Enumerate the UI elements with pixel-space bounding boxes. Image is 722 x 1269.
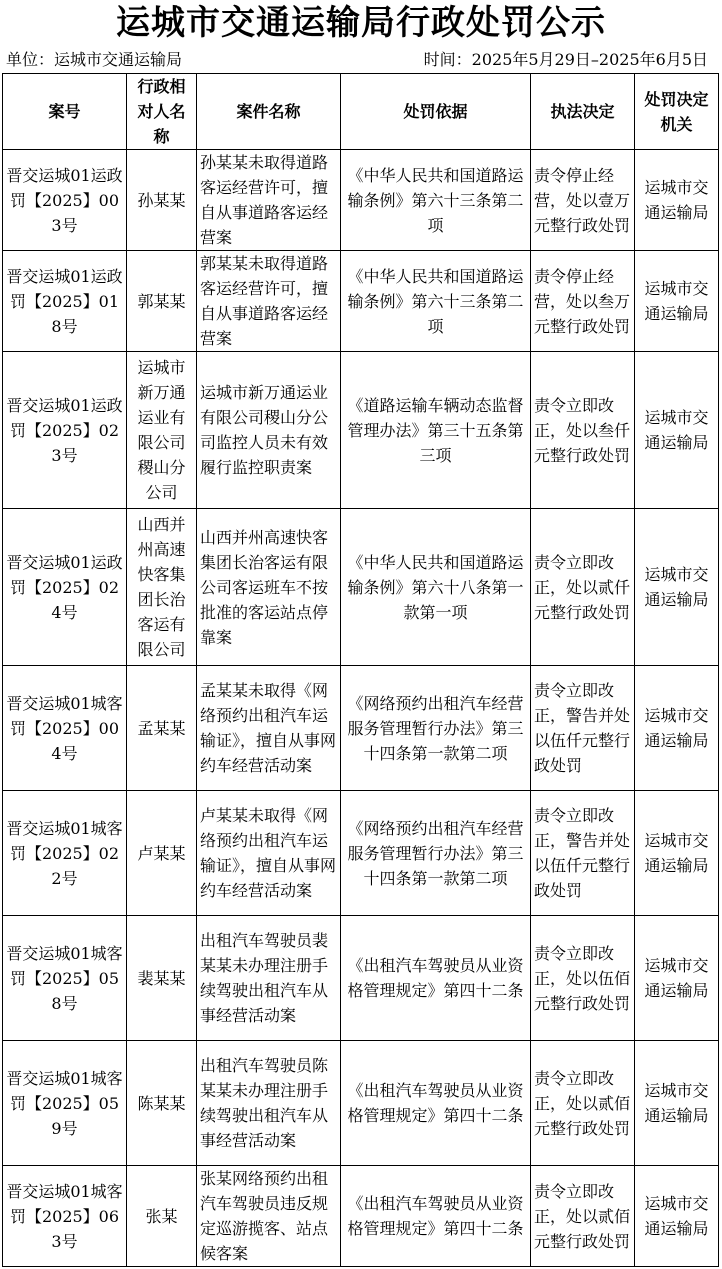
cell-party: 卢某某 <box>127 791 197 916</box>
cell-case-no: 晋交运城01城客罚【2025】059号 <box>3 1041 127 1166</box>
cell-authority: 运城市交通运输局 <box>635 509 719 666</box>
page-title: 运城市交通运输局行政处罚公示 <box>116 3 606 43</box>
cell-case-name: 郭某某未取得道路客运经营许可，擅自从事道路客运经营案 <box>197 251 341 352</box>
cell-case-name: 运城市新万通运业有限公司稷山分公司监控人员未有效履行监控职责案 <box>197 352 341 509</box>
penalty-table <box>2 73 719 1267</box>
cell-decision: 责令立即改正，处以叁仟元整行政处罚 <box>531 352 635 509</box>
cell-authority: 运城市交通运输局 <box>635 1041 719 1166</box>
cell-case-no: 晋交运城01城客罚【2025】004号 <box>3 666 127 791</box>
cell-decision: 责令立即改正，警告并处以伍仟元整行政处罚 <box>531 791 635 916</box>
header-case-no: 案号 <box>3 74 127 150</box>
cell-authority: 运城市交通运输局 <box>635 251 719 352</box>
cell-basis: 《出租汽车驾驶员从业资格管理规定》第四十二条 <box>341 1041 531 1166</box>
cell-case-no: 晋交运城01运政罚【2025】024号 <box>3 509 127 666</box>
unit-text: 单位：运城市交通运输局 <box>6 50 183 69</box>
cell-party: 郭某某 <box>127 251 197 352</box>
cell-case-no: 晋交运城01城客罚【2025】063号 <box>3 1166 127 1267</box>
cell-party: 张某 <box>127 1166 197 1267</box>
table-row <box>3 916 719 1041</box>
cell-decision: 责令立即改正，处以贰佰元整行政处罚 <box>531 1166 635 1267</box>
cell-basis: 《中华人民共和国道路运输条例》第六十八条第一款第一项 <box>341 509 531 666</box>
table-row <box>3 150 719 251</box>
table-row <box>3 1041 719 1166</box>
cell-case-name: 孟某某未取得《网络预约出租汽车运输证》，擅自从事网约车经营活动案 <box>197 666 341 791</box>
table-row <box>3 666 719 791</box>
header-case-name: 案件名称 <box>197 74 341 150</box>
cell-case-no: 晋交运城01运政罚【2025】023号 <box>3 352 127 509</box>
cell-party: 山西并州高速快客集团长治客运有限公司 <box>127 509 197 666</box>
cell-party: 孙某某 <box>127 150 197 251</box>
time-range-text: 时间：2025年5月29日–2025年6月5日 <box>423 50 708 69</box>
cell-basis: 《中华人民共和国道路运输条例》第六十三条第二项 <box>341 251 531 352</box>
cell-decision: 责令立即改正，处以贰仟元整行政处罚 <box>531 509 635 666</box>
cell-authority: 运城市交通运输局 <box>635 1166 719 1267</box>
table-row <box>3 791 719 916</box>
cell-case-name: 出租汽车驾驶员裴某某未办理注册手续驾驶出租汽车从事经营活动案 <box>197 916 341 1041</box>
cell-basis: 《道路运输车辆动态监督管理办法》第三十五条第三项 <box>341 352 531 509</box>
cell-party: 陈某某 <box>127 1041 197 1166</box>
table-row <box>3 251 719 352</box>
header-decision: 执法决定 <box>531 74 635 150</box>
header-basis: 处罚依据 <box>341 74 531 150</box>
cell-case-no: 晋交运城01运政罚【2025】003号 <box>3 150 127 251</box>
cell-decision: 责令停止经营，处以叁万元整行政处罚 <box>531 251 635 352</box>
cell-party: 孟某某 <box>127 666 197 791</box>
cell-case-no: 晋交运城01运政罚【2025】018号 <box>3 251 127 352</box>
cell-decision: 责令立即改正，处以贰佰元整行政处罚 <box>531 1041 635 1166</box>
cell-basis: 《出租汽车驾驶员从业资格管理规定》第四十二条 <box>341 1166 531 1267</box>
cell-authority: 运城市交通运输局 <box>635 150 719 251</box>
cell-authority: 运城市交通运输局 <box>635 916 719 1041</box>
cell-case-name: 卢某某未取得《网络预约出租汽车运输证》，擅自从事网约车经营活动案 <box>197 791 341 916</box>
cell-basis: 《网络预约出租汽车经营服务管理暂行办法》第三十四条第一款第二项 <box>341 791 531 916</box>
cell-case-name: 孙某某未取得道路客运经营许可，擅自从事道路客运经营案 <box>197 150 341 251</box>
cell-authority: 运城市交通运输局 <box>635 666 719 791</box>
cell-decision: 责令立即改正，警告并处以伍仟元整行政处罚 <box>531 666 635 791</box>
cell-basis: 《网络预约出租汽车经营服务管理暂行办法》第三十四条第一款第二项 <box>341 666 531 791</box>
cell-party: 运城市新万通运业有限公司稷山分公司 <box>127 352 197 509</box>
cell-party: 裴某某 <box>127 916 197 1041</box>
table-row <box>3 1166 719 1267</box>
cell-basis: 《中华人民共和国道路运输条例》第六十三条第二项 <box>341 150 531 251</box>
cell-case-no: 晋交运城01城客罚【2025】058号 <box>3 916 127 1041</box>
cell-case-no: 晋交运城01城客罚【2025】022号 <box>3 791 127 916</box>
header-row <box>3 74 719 150</box>
cell-basis: 《出租汽车驾驶员从业资格管理规定》第四十二条 <box>341 916 531 1041</box>
cell-authority: 运城市交通运输局 <box>635 352 719 509</box>
cell-authority: 运城市交通运输局 <box>635 791 719 916</box>
header-authority: 处罚决定机关 <box>635 74 719 150</box>
cell-decision: 责令立即改正，处以伍佰元整行政处罚 <box>531 916 635 1041</box>
cell-case-name: 张某网络预约出租汽车驾驶员违反规定巡游揽客、站点候客案 <box>197 1166 341 1267</box>
header-party: 行政相对人名称 <box>127 74 197 150</box>
meta-line <box>0 47 722 72</box>
table-row <box>3 509 719 666</box>
cell-decision: 责令停止经营，处以壹万元整行政处罚 <box>531 150 635 251</box>
cell-case-name: 山西并州高速快客集团长治客运有限公司客运班车不按批准的客运站点停靠案 <box>197 509 341 666</box>
cell-case-name: 出租汽车驾驶员陈某某未办理注册手续驾驶出租汽车从事经营活动案 <box>197 1041 341 1166</box>
table-row <box>3 352 719 509</box>
